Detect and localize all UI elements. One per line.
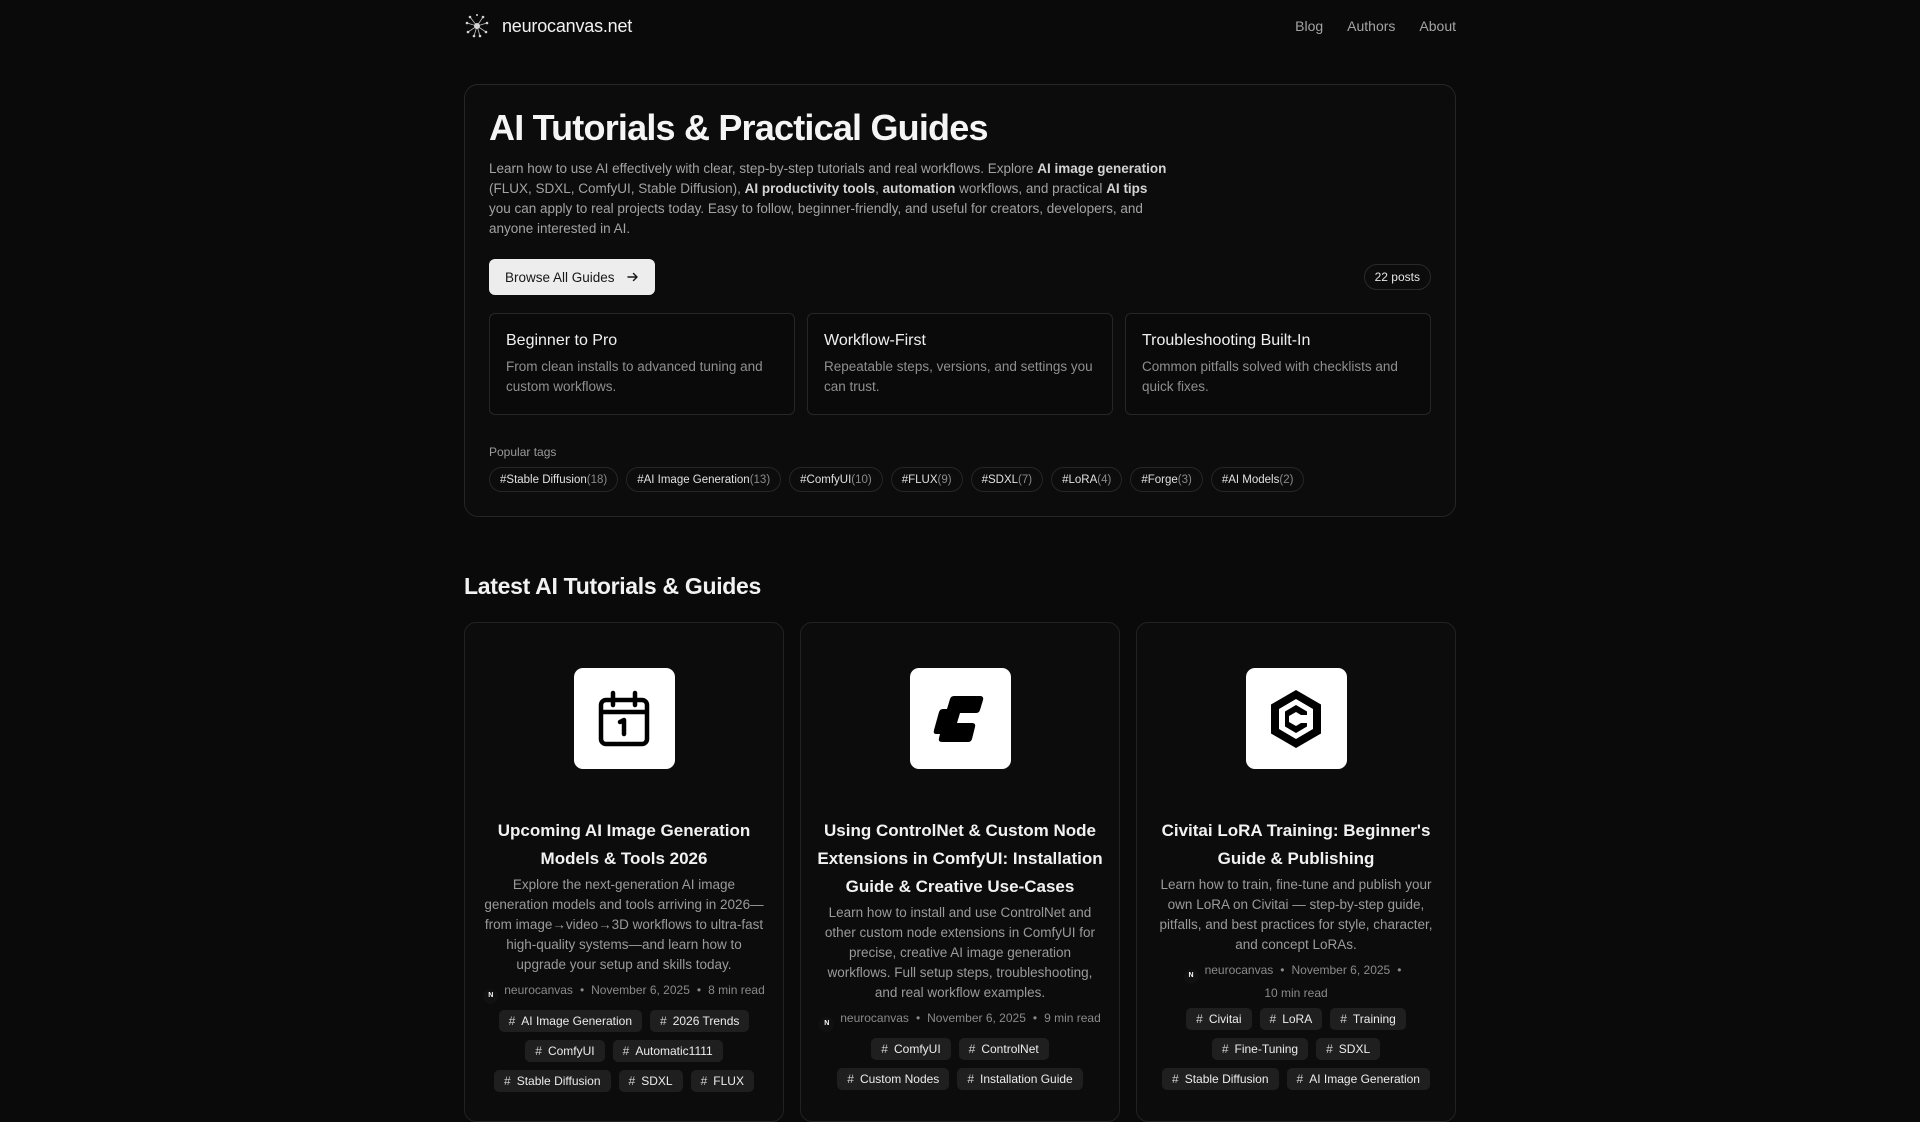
post-tag[interactable] (613, 1040, 723, 1062)
post-tags (817, 1038, 1103, 1090)
post-tag-label: SDXL (1338, 1041, 1371, 1056)
post-tag[interactable] (1287, 1068, 1430, 1090)
tag-count: (13) (749, 473, 771, 486)
meta-separator: • (696, 983, 702, 997)
popular-tags-label: Popular tags (489, 445, 557, 459)
hash-icon: # (968, 1041, 976, 1056)
hero-actions (489, 259, 1431, 295)
author-avatar: N (819, 1017, 834, 1032)
post-title[interactable]: Civitai LoRA Training: Beginner's Guide & Publishing (1161, 821, 1431, 868)
hash-icon: # (1269, 1011, 1277, 1026)
hash-icon: # (1296, 1071, 1304, 1086)
post-thumbnail (1246, 668, 1347, 769)
desc-text: , (875, 181, 883, 196)
browse-button-label: Browse All Guides (505, 269, 615, 285)
post-tag-label: AI Image Generation (1309, 1071, 1420, 1086)
feature-card (1125, 313, 1431, 415)
author-avatar: N (1184, 969, 1199, 984)
tag-name: #AI Image Generation (637, 473, 750, 486)
tag-count: (4) (1097, 473, 1112, 486)
tag-flux[interactable] (891, 467, 963, 492)
post-tag[interactable] (691, 1070, 754, 1092)
post-date: November 6, 2025 (1291, 963, 1391, 977)
post-tag-label: ComfyUI (547, 1043, 595, 1058)
hash-icon: # (1340, 1011, 1347, 1026)
page (464, 0, 1456, 1122)
post-thumbnail (574, 668, 675, 769)
post-tag-label: 2026 Trends (672, 1013, 740, 1028)
meta-separator: • (915, 1011, 921, 1025)
feature-card (807, 313, 1113, 415)
post-excerpt: Learn how to train, fine-tune and publish your own LoRA on Civitai — step-by-step guide, pitfalls, and best practices for style, character, and concept LoRAs. (1159, 877, 1433, 952)
post-tag[interactable] (619, 1070, 683, 1092)
hash-icon: # (1172, 1071, 1179, 1086)
post-tag-label: ControlNet (981, 1041, 1039, 1056)
hash-icon: # (535, 1043, 542, 1058)
tag-count: (2) (1279, 473, 1294, 486)
feature-card (489, 313, 795, 415)
feature-desc: Common pitfalls solved with checklists and quick fixes. (1142, 359, 1398, 394)
nav-blog[interactable]: Blog (1295, 18, 1324, 34)
post-tag[interactable] (1260, 1008, 1323, 1030)
post-tags (481, 1010, 767, 1092)
post-meta (817, 1009, 1103, 1032)
post-tag[interactable] (1212, 1038, 1308, 1060)
post-tags (1153, 1008, 1439, 1090)
tag-name: #FLUX (901, 473, 938, 486)
latest-section-title: Latest AI Tutorials & Guides (464, 573, 762, 599)
nav-authors[interactable]: Authors (1347, 18, 1396, 34)
desc-text: (FLUX, SDXL, ComfyUI, Stable Diffusion), (489, 181, 745, 196)
tag-name: #SDXL (981, 473, 1019, 486)
post-thumbnail (910, 668, 1011, 769)
post-author[interactable]: neurocanvas (1204, 963, 1274, 977)
hash-icon: # (1326, 1041, 1333, 1056)
hero-section (464, 84, 1456, 517)
hash-icon: # (1221, 1041, 1229, 1056)
post-tag[interactable] (499, 1010, 642, 1032)
meta-separator: • (1280, 963, 1285, 977)
post-excerpt: Explore the next-generation AI image generation models and tools arriving in 2026—from image→video→3D workflows to ultra-fast high-quality systems—and learn how to upgrade your setup and skills today. (484, 877, 764, 972)
meta-separator: • (1032, 1011, 1038, 1025)
post-cards (464, 622, 1456, 1122)
nav-about[interactable]: About (1419, 18, 1456, 34)
post-tag[interactable] (494, 1070, 611, 1092)
post-tag-label: LoRA (1282, 1011, 1313, 1026)
post-card[interactable] (800, 622, 1120, 1122)
post-tag[interactable] (871, 1038, 950, 1060)
post-meta (481, 981, 767, 1004)
desc-text: Learn how to use AI effectively with clear, step-by-step tutorials and real workflows. Explore (489, 161, 1038, 176)
post-tag[interactable] (525, 1040, 604, 1062)
post-tag-label: Stable Diffusion (1184, 1071, 1269, 1086)
post-tag[interactable] (650, 1010, 749, 1032)
post-tag-label: Installation Guide (980, 1071, 1073, 1086)
post-tag[interactable] (1316, 1038, 1380, 1060)
tag-forge[interactable] (1130, 467, 1203, 492)
feature-desc: Repeatable steps, versions, and settings you can trust. (824, 359, 1093, 394)
meta-separator: • (1397, 963, 1402, 977)
feature-title: Workflow-First (824, 332, 926, 349)
post-date: November 6, 2025 (591, 983, 690, 997)
hero-description (489, 159, 1169, 239)
tag-name: #AI Models (1221, 473, 1280, 486)
tag-name: #Stable Diffusion (500, 473, 587, 486)
hash-icon: # (847, 1071, 854, 1086)
post-excerpt: Learn how to install and use ControlNet and other custom node extensions in ComfyUI for precise, creative AI image generation workflows. Full setup steps, troubleshooting, and real workflow examples. (824, 905, 1096, 1000)
arrow-right-icon (627, 271, 639, 283)
post-tag[interactable] (1186, 1008, 1251, 1030)
post-meta (1153, 961, 1439, 1002)
tag-sdxl[interactable] (971, 467, 1044, 492)
site-header (464, 0, 1456, 52)
post-tag[interactable] (957, 1068, 1082, 1090)
tag-stable-diffusion[interactable] (489, 467, 618, 492)
post-tag-label: ComfyUI (893, 1041, 941, 1056)
post-tag-label: Stable Diffusion (516, 1073, 601, 1088)
desc-bold: AI tips (1106, 181, 1148, 196)
browse-all-guides-button[interactable] (489, 259, 655, 295)
tag-count: (9) (937, 473, 952, 486)
desc-bold: AI image generation (1037, 161, 1167, 176)
hero-title: AI Tutorials & Practical Guides (489, 107, 988, 148)
post-author[interactable]: neurocanvas (840, 1011, 909, 1025)
post-tag-label: AI Image Generation (521, 1013, 632, 1028)
feature-title: Beginner to Pro (506, 332, 618, 349)
tag-name: #LoRA (1062, 473, 1098, 486)
post-read-time: 10 min read (1264, 985, 1328, 1000)
main-nav (1295, 18, 1456, 34)
author-avatar: N (483, 989, 498, 1004)
tag-name: #ComfyUI (800, 473, 852, 486)
hash-icon: # (622, 1043, 630, 1058)
tag-count: (10) (851, 473, 872, 486)
feature-cards (489, 313, 1431, 415)
post-read-time: 8 min read (708, 983, 765, 997)
hash-icon: # (508, 1013, 516, 1028)
post-tag-label: FLUX (713, 1073, 744, 1088)
hash-icon: # (881, 1041, 888, 1056)
tag-lora[interactable] (1051, 467, 1122, 492)
neural-network-icon (464, 13, 490, 39)
tag-comfyui[interactable] (789, 467, 883, 492)
tag-ai-models[interactable] (1211, 467, 1305, 492)
post-tag[interactable] (1330, 1008, 1406, 1030)
tag-ai-image-generation[interactable] (626, 467, 781, 492)
tag-count: (7) (1018, 473, 1033, 486)
post-title[interactable]: Using ControlNet & Custom Node Extensions in ComfyUI: Installation Guide & Creative Use-Cases (817, 821, 1103, 896)
civitai-logo-icon (1267, 688, 1325, 750)
desc-text: you can apply to real projects today. Easy to follow, beginner-friendly, and useful for creators, developers, and anyone interested in AI. (489, 201, 1143, 236)
hash-icon: # (660, 1013, 667, 1028)
hash-icon: # (504, 1073, 511, 1088)
feature-title: Troubleshooting Built-In (1142, 332, 1311, 349)
hash-icon: # (967, 1071, 974, 1086)
post-tag[interactable] (1162, 1068, 1279, 1090)
calendar-icon (597, 690, 651, 748)
hash-icon: # (628, 1073, 636, 1088)
desc-bold: automation (882, 181, 956, 196)
comfyui-logo-icon (932, 690, 988, 748)
tag-name: #Forge (1141, 473, 1178, 486)
post-date: November 6, 2025 (927, 1011, 1026, 1025)
feature-desc: From clean installs to advanced tuning and custom workflows. (506, 359, 763, 394)
popular-tags (489, 467, 1431, 492)
post-title[interactable]: Upcoming AI Image Generation Models & Tools 2026 (497, 821, 751, 868)
desc-bold: AI productivity tools (744, 181, 876, 196)
desc-text: workflows, and practical (955, 181, 1107, 196)
hash-icon: # (1196, 1011, 1203, 1026)
post-tag-label: Civitai (1208, 1011, 1242, 1026)
post-tag-label: Fine-Tuning (1234, 1041, 1299, 1056)
posts-count-badge: 22 posts (1364, 264, 1431, 290)
meta-separator: • (579, 983, 585, 997)
post-read-time: 9 min read (1044, 1011, 1101, 1025)
post-tag-label: Automatic1111 (635, 1043, 713, 1058)
post-tag[interactable] (837, 1068, 949, 1090)
hash-icon: # (700, 1073, 708, 1088)
brand-name: neurocanvas.net (502, 15, 633, 36)
tag-count: (3) (1177, 473, 1192, 486)
post-card[interactable] (1136, 622, 1456, 1122)
post-tag[interactable] (959, 1038, 1049, 1060)
tag-count: (18) (586, 473, 608, 486)
post-tag-label: Custom Nodes (859, 1071, 940, 1086)
brand-link[interactable] (464, 13, 632, 39)
post-card[interactable] (464, 622, 784, 1122)
post-author[interactable]: neurocanvas (504, 983, 573, 997)
post-tag-label: SDXL (641, 1073, 673, 1088)
post-tag-label: Training (1352, 1011, 1396, 1026)
